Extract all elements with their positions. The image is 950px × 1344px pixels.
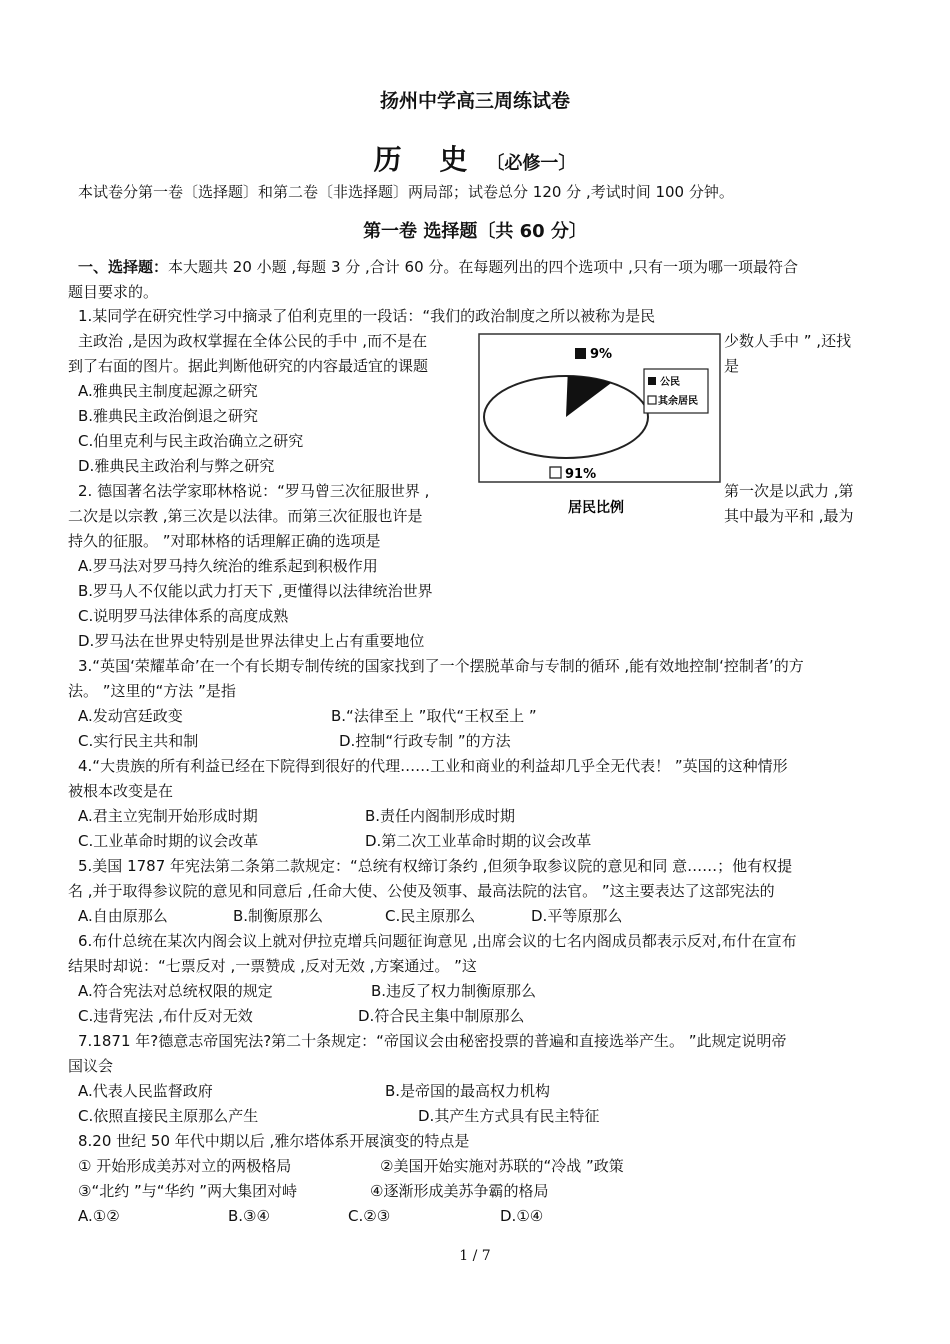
q8-statement-3: ③“北约 ”与“华约 ”两大集团对峙 bbox=[78, 1182, 298, 1200]
legend-label-citizen: 公民 bbox=[660, 377, 680, 388]
legend-swatch-citizen bbox=[648, 377, 656, 385]
legend-swatch-other bbox=[648, 396, 656, 404]
q1-line3a: 到了右面的图片。据此判断他研究的内容最适宜的课题 bbox=[68, 357, 429, 375]
q1-option-d: D.雅典民主政治利与弊之研究 bbox=[78, 457, 275, 475]
q3-line2: 法。 ”这里的“方法 ”是指 bbox=[68, 682, 236, 700]
q6-option-c: C.违背宪法 ,布什反对无效 bbox=[78, 1007, 253, 1025]
q8-statement-1: ① 开始形成美苏对立的两极格局 bbox=[78, 1157, 292, 1175]
q2-line1b: 第一次是以武力 ,第 bbox=[724, 482, 854, 500]
q2-line2a: 二次是以宗教 ,第三次是以法律。而第三次征服也许是 bbox=[68, 507, 423, 525]
q5-option-b: B.制衡原那么 bbox=[233, 907, 324, 925]
page-number: 1 / 7 bbox=[459, 1248, 491, 1264]
q2-line2b: 其中最为平和 ,最为 bbox=[724, 507, 854, 525]
q6-option-b: B.违反了权力制衡原那么 bbox=[371, 982, 537, 1000]
q4-line1: 4.“大贵族的所有利益已经在下院得到很好的代理……工业和商业的利益却几乎全无代表！ ”英国的这种情形 bbox=[78, 757, 788, 775]
q5-option-c: C.民主原那么 bbox=[385, 907, 476, 925]
school-title: 扬州中学高三周练试卷 bbox=[379, 90, 570, 112]
legend-swatch-citizen-top bbox=[575, 348, 586, 359]
q1-option-b: B.雅典民主政治倒退之研究 bbox=[78, 407, 259, 425]
q1-line3b: 是 bbox=[724, 357, 740, 375]
q2-option-b: B.罗马人不仅能以武力打天下 ,更懂得以法律统治世界 bbox=[78, 582, 433, 600]
q1-line2b: 少数人手中 ” ,还找 bbox=[724, 332, 852, 350]
pct-citizen-label: 9% bbox=[590, 347, 613, 362]
q1-option-c: C.伯里克利与民主政治确立之研究 bbox=[78, 432, 304, 450]
q5-line1: 5.美国 1787 年宪法第二条第二款规定：“总统有权缔订条约 ,但须争取参议院的意见和同 意……；他有权提 bbox=[78, 857, 793, 875]
q4-line2: 被根本改变是在 bbox=[68, 782, 174, 800]
q7-option-c: C.依照直接民主原那么产生 bbox=[78, 1107, 259, 1125]
q2-line1a: 2. 德国著名法学家耶林格说：“罗马曾三次征服世界 , bbox=[78, 482, 430, 500]
subject-name: 历 史 bbox=[373, 143, 482, 176]
instructions-label: 一、选择题： bbox=[78, 258, 169, 276]
q7-option-d: D.其产生方式具有民主特征 bbox=[418, 1107, 600, 1125]
q1-line2a: 主政治 ,是因为政权掌握在全体公民的手中 ,而不是在 bbox=[78, 332, 428, 350]
q8-option-b: B.③④ bbox=[228, 1207, 270, 1225]
q8-statement-2: ②美国开始实施对苏联的“冷战 ”政策 bbox=[380, 1157, 624, 1175]
q5-option-d: D.平等原那么 bbox=[531, 907, 623, 925]
q7-line2: 国议会 bbox=[68, 1057, 114, 1075]
q7-option-b: B.是帝国的最高权力机构 bbox=[385, 1082, 551, 1100]
q8-option-d: D.①④ bbox=[500, 1207, 544, 1225]
q2-option-c: C.说明罗马法律体系的高度成熟 bbox=[78, 607, 289, 625]
q8-option-c: C.②③ bbox=[348, 1207, 391, 1225]
q6-line1: 6.布什总统在某次内阁会议上就对伊拉克增兵问题征询意见 ,出席会议的七名内阁成员都表示反对,布什在宣布 bbox=[78, 932, 797, 950]
subject-title bbox=[0, 138, 950, 178]
pct-other-label: 91% bbox=[565, 467, 597, 482]
q5-option-a: A.自由原那么 bbox=[78, 907, 168, 925]
q4-option-d: D.第二次工业革命时期的议会改革 bbox=[365, 832, 592, 850]
q7-option-a: A.代表人民监督政府 bbox=[78, 1082, 213, 1100]
q6-option-d: D.符合民主集中制原那么 bbox=[358, 1007, 525, 1025]
q3-option-c: C.实行民主共和制 bbox=[78, 732, 199, 750]
q3-option-b: B.“法律至上 ”取代“王权至上 ” bbox=[331, 707, 537, 725]
q4-option-b: B.责任内阁制形成时期 bbox=[365, 807, 516, 825]
q7-line1: 7.1871 年?德意志帝国宪法?第二十条规定：“帝国议会由秘密投票的普遍和直接选举产生。 ”此规定说明帝 bbox=[78, 1032, 787, 1050]
q8-option-a: A.①② bbox=[78, 1207, 120, 1225]
q1-line1: 1.某同学在研究性学习中摘录了伯利克里的一段话：“我们的政治制度之所以被称为是民 bbox=[78, 307, 656, 325]
legend-swatch-other-bottom bbox=[550, 467, 561, 478]
q3-line1: 3.“英国‘荣耀革命’在一个有长期专制传统的国家找到了一个摆脱革命与专制的循环 ,能有效地控制‘控制者’的方 bbox=[78, 657, 804, 675]
q6-option-a: A.符合宪法对总统权限的规定 bbox=[78, 982, 273, 1000]
q2-line3: 持久的征服。 ”对耶林格的话理解正确的选项是 bbox=[68, 532, 381, 550]
legend-label-other: 其余居民 bbox=[658, 396, 698, 407]
q5-line2: 名 ,并于取得参议院的意见和同意后 ,任命大使、公使及领事、最高法院的法官。 ”这主要表达了这部宪法的 bbox=[68, 882, 775, 900]
exam-intro: 本试卷分第一卷〔选择题〕和第二卷〔非选择题〕两局部；试卷总分 120 分 ,考试时间 100 分钟。 bbox=[78, 183, 734, 201]
section-title: 第一卷 选择题〔共 60 分〕 bbox=[363, 221, 587, 242]
q1-option-a: A.雅典民主制度起源之研究 bbox=[78, 382, 258, 400]
instructions-line1 bbox=[78, 257, 798, 277]
q2-option-d: D.罗马法在世界史特别是世界法律史上占有重要地位 bbox=[78, 632, 425, 650]
resident-ratio-pie-figure bbox=[478, 333, 721, 516]
instructions-text: 本大题共 20 小题 ,每题 3 分 ,合计 60 分。在每题列出的四个选项中 ,只有一项为哪一项最符合 bbox=[168, 258, 798, 276]
q8-line1: 8.20 世纪 50 年代中期以后 ,雅尔塔体系开展演变的特点是 bbox=[78, 1132, 470, 1150]
q6-line2: 结果时却说：“七票反对 ,一票赞成 ,反对无效 ,方案通过。 ”这 bbox=[68, 957, 477, 975]
q2-option-a: A.罗马法对罗马持久统治的维系起到积极作用 bbox=[78, 557, 378, 575]
q3-option-a: A.发动宫廷政变 bbox=[78, 707, 183, 725]
q4-option-c: C.工业革命时期的议会改革 bbox=[78, 832, 259, 850]
q8-statement-4: ④逐渐形成美苏争霸的格局 bbox=[370, 1182, 549, 1200]
instructions-line2: 题目要求的。 bbox=[68, 283, 159, 301]
q4-option-a: A.君主立宪制开始形成时期 bbox=[78, 807, 258, 825]
chart-caption: 居民比例 bbox=[568, 500, 624, 516]
subject-note: 〔必修一〕 bbox=[486, 153, 577, 174]
q3-option-d: D.控制“行政专制 ”的方法 bbox=[339, 732, 511, 750]
